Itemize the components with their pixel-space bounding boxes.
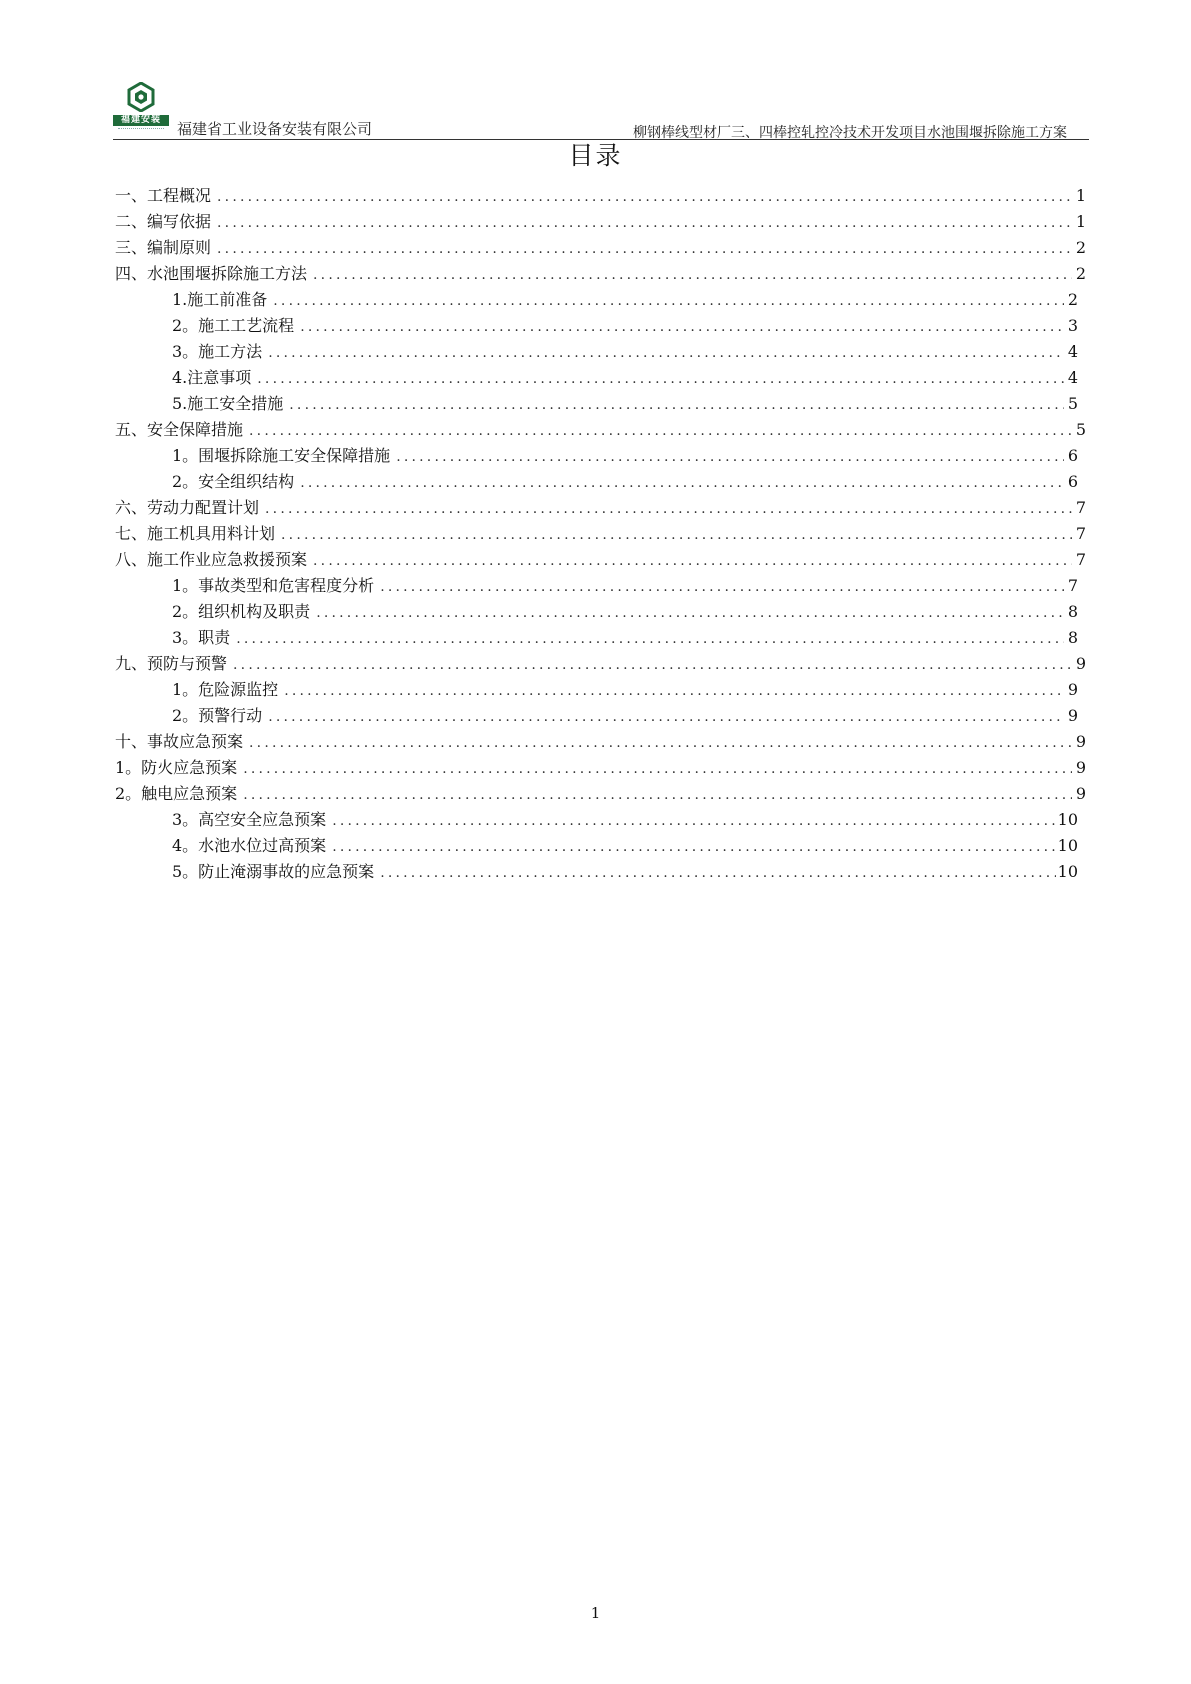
toc-entry-page: 7: [1075, 524, 1086, 543]
toc-entry-page: 10: [1057, 862, 1078, 881]
toc-entry-label: 1。围堰拆除施工安全保障措施: [172, 446, 391, 465]
toc-entry-page: 7: [1075, 550, 1086, 569]
toc-entry-page: 6: [1067, 446, 1078, 465]
toc-entry-page: 7: [1067, 576, 1078, 595]
toc-entry[interactable]: [115, 755, 1086, 781]
toc-entry-page: 1: [1075, 212, 1086, 231]
toc-dot-leader: [264, 704, 1064, 729]
toc-entry-page: 6: [1067, 472, 1078, 491]
toc-entry-page: 2: [1067, 290, 1078, 309]
toc-dot-leader: [296, 314, 1064, 339]
toc-entry-page: 3: [1067, 316, 1078, 335]
page-number: 1: [590, 1604, 601, 1622]
toc-entry-page: 10: [1057, 810, 1078, 829]
toc-entry[interactable]: [115, 599, 1086, 625]
toc-dot-leader: [269, 288, 1064, 313]
company-name: 福建省工业设备安装有限公司: [177, 120, 373, 138]
toc-entry[interactable]: [115, 443, 1086, 469]
toc-entry[interactable]: [115, 261, 1086, 287]
toc-entry-page: 1: [1075, 186, 1086, 205]
toc-entry[interactable]: [115, 521, 1086, 547]
project-title: 柳钢棒线型材厂三、四棒控轧控冷技术开发项目水池围堰拆除施工方案: [633, 125, 1067, 141]
toc-dot-leader: [213, 184, 1072, 209]
toc-entry-page: 2: [1075, 238, 1086, 257]
toc-entry[interactable]: [115, 677, 1086, 703]
toc-entry-label: 4。水池水位过高预案: [172, 836, 327, 855]
toc-entry-label: 3。职责: [172, 628, 231, 647]
toc-dot-leader: [328, 834, 1055, 859]
toc-dot-leader: [213, 236, 1072, 261]
company-logo: [113, 82, 169, 132]
toc-entry-label: 3。施工方法: [172, 342, 263, 361]
toc-dot-leader: [309, 548, 1072, 573]
toc-dot-leader: [277, 522, 1072, 547]
toc-dot-leader: [296, 470, 1064, 495]
toc-dot-leader: [376, 860, 1055, 885]
toc-entry[interactable]: [115, 209, 1086, 235]
toc-entry[interactable]: [115, 859, 1086, 885]
toc-entry-page: 9: [1067, 680, 1078, 699]
toc-entry-label: 四、水池围堰拆除施工方法: [115, 264, 308, 283]
toc-entry-label: 八、施工作业应急救援预案: [115, 550, 308, 569]
toc-dot-leader: [264, 340, 1064, 365]
toc-entry-label: 3。高空安全应急预案: [172, 810, 327, 829]
toc-entry[interactable]: [115, 625, 1086, 651]
toc-entry-label: 1。事故类型和危害程度分析: [172, 576, 375, 595]
toc-entry[interactable]: [115, 703, 1086, 729]
toc-entry-label: 五、安全保障措施: [115, 420, 244, 439]
toc-entry[interactable]: [115, 729, 1086, 755]
toc-entry-page: 8: [1067, 628, 1078, 647]
toc-entry[interactable]: [115, 833, 1086, 859]
toc-entry[interactable]: [115, 417, 1086, 443]
toc-entry-label: 2。预警行动: [172, 706, 263, 725]
toc-dot-leader: [213, 210, 1072, 235]
toc-entry-label: 六、劳动力配置计划: [115, 498, 260, 517]
toc-entry[interactable]: [115, 651, 1086, 677]
toc-entry-page: 7: [1075, 498, 1086, 517]
toc-dot-leader: [253, 366, 1064, 391]
toc-entry[interactable]: [115, 781, 1086, 807]
toc-entry[interactable]: [115, 495, 1086, 521]
toc-entry-page: 9: [1075, 654, 1086, 673]
toc-entry[interactable]: [115, 807, 1086, 833]
toc-entry[interactable]: [115, 469, 1086, 495]
toc-entry-page: 8: [1067, 602, 1078, 621]
toc-entry-label: 2。安全组织结构: [172, 472, 295, 491]
toc-title: 目录: [568, 141, 623, 170]
toc-entry-label: 1.施工前准备: [172, 290, 268, 309]
logo-subtitle-line: [118, 128, 164, 132]
toc-dot-leader: [392, 444, 1064, 469]
toc-entry-label: 九、预防与预警: [115, 654, 228, 673]
toc-entry-label: 5。防止淹溺事故的应急预案: [172, 862, 375, 881]
toc-entry-page: 10: [1057, 836, 1078, 855]
toc-entry[interactable]: [115, 183, 1086, 209]
toc-dot-leader: [229, 652, 1072, 677]
toc-dot-leader: [285, 392, 1064, 417]
toc-entry[interactable]: [115, 339, 1086, 365]
toc-entry-label: 十、事故应急预案: [115, 732, 244, 751]
logo-brand-text: 福建安装: [113, 115, 169, 126]
toc-dot-leader: [376, 574, 1064, 599]
toc-entry-label: 三、编制原则: [115, 238, 212, 257]
toc-entry-page: 5: [1075, 420, 1086, 439]
toc-entry-label: 二、编写依据: [115, 212, 212, 231]
toc-entry-label: 2。施工工艺流程: [172, 316, 295, 335]
toc-entry[interactable]: [115, 287, 1086, 313]
toc-entry[interactable]: [115, 391, 1086, 417]
toc-entry-page: 4: [1067, 368, 1078, 387]
toc-entry[interactable]: [115, 313, 1086, 339]
toc-entry-page: 4: [1067, 342, 1078, 361]
toc-entry[interactable]: [115, 547, 1086, 573]
toc-dot-leader: [261, 496, 1072, 521]
toc-entry[interactable]: [115, 365, 1086, 391]
table-of-contents: [115, 183, 1086, 885]
toc-entry-page: 9: [1075, 758, 1086, 777]
toc-entry-label: 1。危险源监控: [172, 680, 279, 699]
toc-dot-leader: [328, 808, 1055, 833]
toc-entry-page: 9: [1067, 706, 1078, 725]
toc-entry-label: 4.注意事项: [172, 368, 252, 387]
toc-entry-label: 2。触电应急预案: [115, 784, 238, 803]
toc-dot-leader: [245, 418, 1072, 443]
toc-entry-label: 2。组织机构及职责: [172, 602, 311, 621]
toc-dot-leader: [309, 262, 1072, 287]
toc-entry-page: 9: [1075, 732, 1086, 751]
toc-entry-page: 5: [1067, 394, 1078, 413]
toc-dot-leader: [280, 678, 1064, 703]
toc-entry-label: 一、工程概况: [115, 186, 212, 205]
toc-entry[interactable]: [115, 573, 1086, 599]
company-logo-icon: [126, 82, 156, 112]
toc-dot-leader: [239, 756, 1072, 781]
toc-entry-label: 5.施工安全措施: [172, 394, 284, 413]
toc-dot-leader: [232, 626, 1064, 651]
toc-entry-page: 9: [1075, 784, 1086, 803]
toc-entry[interactable]: [115, 235, 1086, 261]
toc-entry-label: 1。防火应急预案: [115, 758, 238, 777]
toc-dot-leader: [245, 730, 1072, 755]
toc-dot-leader: [239, 782, 1072, 807]
toc-dot-leader: [312, 600, 1064, 625]
toc-entry-page: 2: [1075, 264, 1086, 283]
toc-entry-label: 七、施工机具用料计划: [115, 524, 276, 543]
